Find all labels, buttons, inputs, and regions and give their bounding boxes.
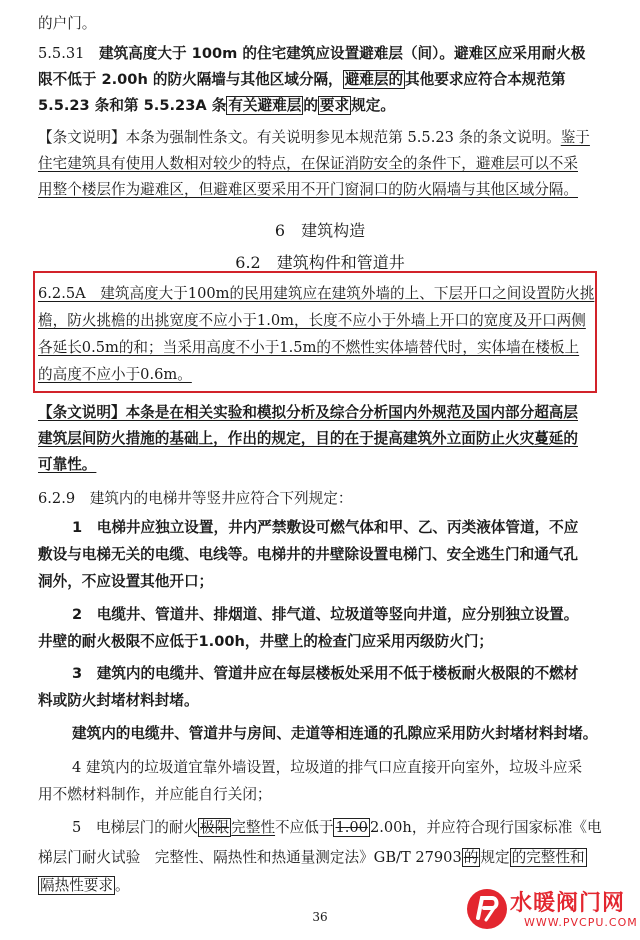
watermark-url: WWW.PVCPU.COM bbox=[524, 916, 638, 929]
clause-5-5-31-line2: 限不低于 2.00h 的防火隔墙与其他区域分隔， 避难层的 其他要求应符合本规范第 bbox=[38, 71, 566, 88]
item-3: 3 建筑内的电缆井、管道井应在每层楼板处采用不低于楼板耐火极限的不燃材 bbox=[72, 665, 579, 682]
section-heading: 6.2 建筑构件和管道井 bbox=[235, 253, 405, 272]
item-4: 4 建筑内的垃圾道宜靠外墙设置，垃圾道的排气口应直接开向室外，垃圾斗应采 bbox=[72, 759, 583, 776]
item-2-line: 井壁的耐火极限不应低于1.00h，井壁上的检查门应采用丙级防火门； bbox=[38, 633, 494, 650]
clause-6-2-5a-line: 檐，防火挑檐的出挑宽度不应小于1.0m，长度不应小于外墙上开口的宽度及开口两侧 bbox=[38, 312, 586, 329]
item-5-line: 隔热性要求 。 bbox=[40, 877, 130, 894]
item-4-line: 用不燃材料制作，并应能自行关闭； bbox=[38, 786, 272, 803]
chapter-heading: 6 建筑构造 bbox=[274, 221, 366, 240]
item-5: 5 电梯层门的耐火 极限 完整性不应低于 1.00 2.00h，并应符合现行国家标准《电 bbox=[72, 819, 602, 836]
explanation-line: 可靠性。 bbox=[38, 456, 97, 473]
item-3-note: 建筑内的电缆井、管道井与房间、走道等相连通的孔隙应采用防火封堵材料封堵。 bbox=[72, 725, 598, 742]
watermark-name: 水暖阀门网 bbox=[510, 891, 626, 916]
clause-6-2-5a: 6.2.5A 建筑高度大于100m的民用建筑应在建筑外墙的上、下层开口之间设置防火挑 bbox=[38, 285, 595, 302]
explanation-6-2-5a: 【条文说明】本条是在相关实验和模拟分析及综合分析国内外规范及国内部分超高层 bbox=[38, 404, 578, 421]
text-line: 的户门。 bbox=[38, 15, 97, 32]
page-number: 36 bbox=[312, 910, 328, 924]
item-1-line: 洞外，不应设置其他开口； bbox=[38, 573, 214, 590]
clause-6-2-5a-line: 各延长0.5m的和；当采用高度不小于1.5m的不燃性实体墙替代时，实体墙在楼板上 bbox=[38, 339, 580, 356]
clause-5-5-31-line3: 5.5.23 条和第 5.5.23A 条 有关避难层 的 要求 规定。 bbox=[38, 97, 395, 114]
explanation-line: 建筑层间防火措施的基础上，作出的规定，目的在于提高建筑外立面防止火灾蔓延的 bbox=[38, 430, 578, 447]
item-1: 1 电梯井应独立设置，井内严禁敷设可燃气体和甲、乙、丙类液体管道，不应 bbox=[72, 519, 579, 536]
clause-6-2-9: 6.2.9 建筑内的电梯井等竖井应符合下列规定： bbox=[38, 490, 353, 507]
watermark-logo-icon bbox=[464, 886, 510, 932]
clause-5-5-31: 5.5.31 建筑高度大于 100m 的住宅建筑应设置避难层（间）。避难区应采用耐火极 bbox=[38, 45, 586, 62]
watermark bbox=[464, 884, 638, 936]
explanation-5-5-31: 【条文说明】本条为强制性条文。有关说明参见本规范第 5.5.23 条的条文说明。鉴于 bbox=[38, 129, 590, 146]
explanation-line: 用整个楼层作为避难区，但避难区要采用不开门窗洞口的防火隔墙与其他区域分隔。 bbox=[38, 181, 578, 198]
item-5-line: 梯层门耐火试验 完整性、隔热性和热通量测定法》GB/T 27903 的 规定 的完整性和 bbox=[38, 849, 585, 866]
item-3-line: 料或防火封堵材料封堵。 bbox=[38, 692, 199, 709]
explanation-line: 住宅建筑具有使用人数相对较少的特点，在保证消防安全的条件下，避难层可以不采 bbox=[38, 155, 578, 172]
item-2: 2 电缆井、管道井、排烟道、排气道、垃圾道等竖向井道，应分别独立设置。 bbox=[72, 606, 579, 623]
clause-6-2-5a-line: 的高度不应小于0.6m。 bbox=[38, 366, 192, 383]
item-1-line: 敷设与电梯无关的电缆、电线等。电梯井的井壁除设置电梯门、安全逃生门和通气孔 bbox=[38, 546, 578, 563]
